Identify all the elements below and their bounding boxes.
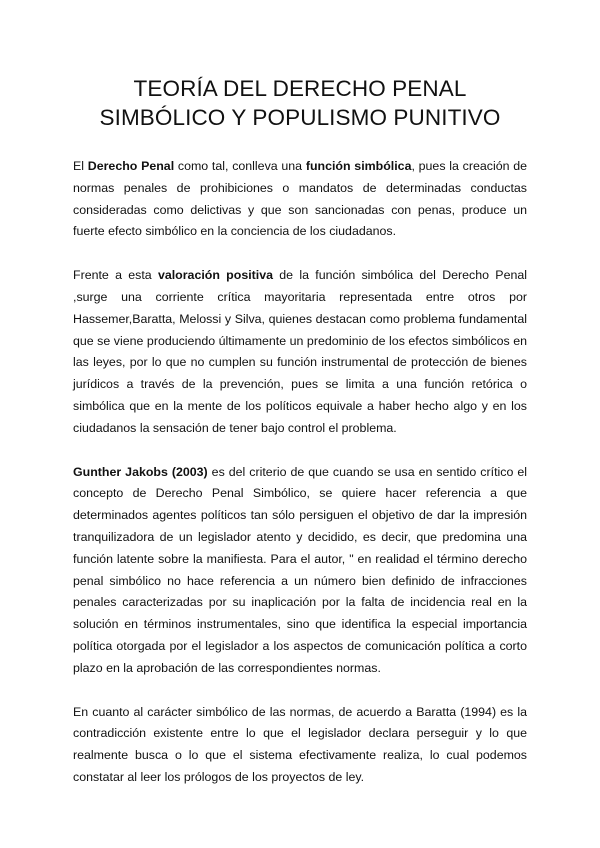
paragraph-1-text-a: El [73, 159, 88, 173]
paragraph-2-text-a: Frente a esta [73, 268, 158, 283]
paragraph-2-bold-valoracion-positiva: valoración positiva [157, 268, 274, 283]
paragraph-1-bold-derecho-penal: Derecho Penal [87, 159, 175, 173]
paragraph-3-text-b: es del criterio de que cuando se usa en sentido crítico el concepto de Derecho Penal Simbólico, se quiere hacer referencia a que determinados agentes políticos tan sólo persiguen el objetivo de dar la impresión tranquilizadora de un legislador atento y decidido, es decir, que predomina una función latente sobre la manifiesta. Para el autor, " en realidad el término derecho penal simbólico no hace referencia a un número bien definido de infracciones penales caracterizadas por su inaplicación por la falta de incidencia real en la solución en términos instrumentales, sino que identifica la especial importancia política otorgada por el legislador a los aspectos de comunicación política a corto plazo en la aprobación de las correspondientes normas. [73, 464, 527, 675]
document-body [73, 156, 527, 789]
paragraph-3-bold-gunther-jakobs: Gunther Jakobs (2003) [73, 464, 208, 479]
paragraph-1-bold-funcion-simbolica: función simbólica [305, 159, 412, 173]
paragraph-2-text-c: de la función simbólica del Derecho Penal ,surge una corriente crítica mayoritaria representada entre otros por Hassemer,Baratta, Melossi y Silva, quienes destacan como problema fundamental que se viene produciendo últimamente un predominio de los efectos simbólicos en las leyes, por lo que no cumplen su función instrumental de protección de bienes jurídicos a través de la prevención, pues se limita a una función retórica o simbólica que en la mente de los políticos equivale a haber hecho algo y en los ciudadanos la sensación de tener bajo control el problema. [73, 268, 527, 435]
paragraph-1-text-e: , pues la creación de normas penales de prohibiciones o mandatos de determinadas conductas consideradas como delictivas y que son sancionadas con penas, produce un fuerte efecto simbólico en la conciencia de los ciudadanos. [73, 159, 527, 239]
paragraph-1 [73, 156, 527, 243]
document-title [73, 74, 527, 132]
paragraph-1-text-c: como tal, conlleva una [174, 159, 306, 173]
paragraph-4: En cuanto al carácter simbólico de las normas, de acuerdo a Baratta (1994) es la contradicción existente entre lo que el legislador declara perseguir y lo que realmente busca o lo que el sistema efectivamente realiza, lo cual podemos constatar al leer los prólogos de los proyectos de ley. [73, 704, 527, 784]
paragraph-3 [73, 462, 527, 680]
title-line-1: TEORÍA DEL DERECHO PENAL [133, 76, 467, 101]
title-line-2: SIMBÓLICO Y POPULISMO PUNITIVO [99, 105, 501, 130]
paragraph-2 [73, 265, 527, 439]
